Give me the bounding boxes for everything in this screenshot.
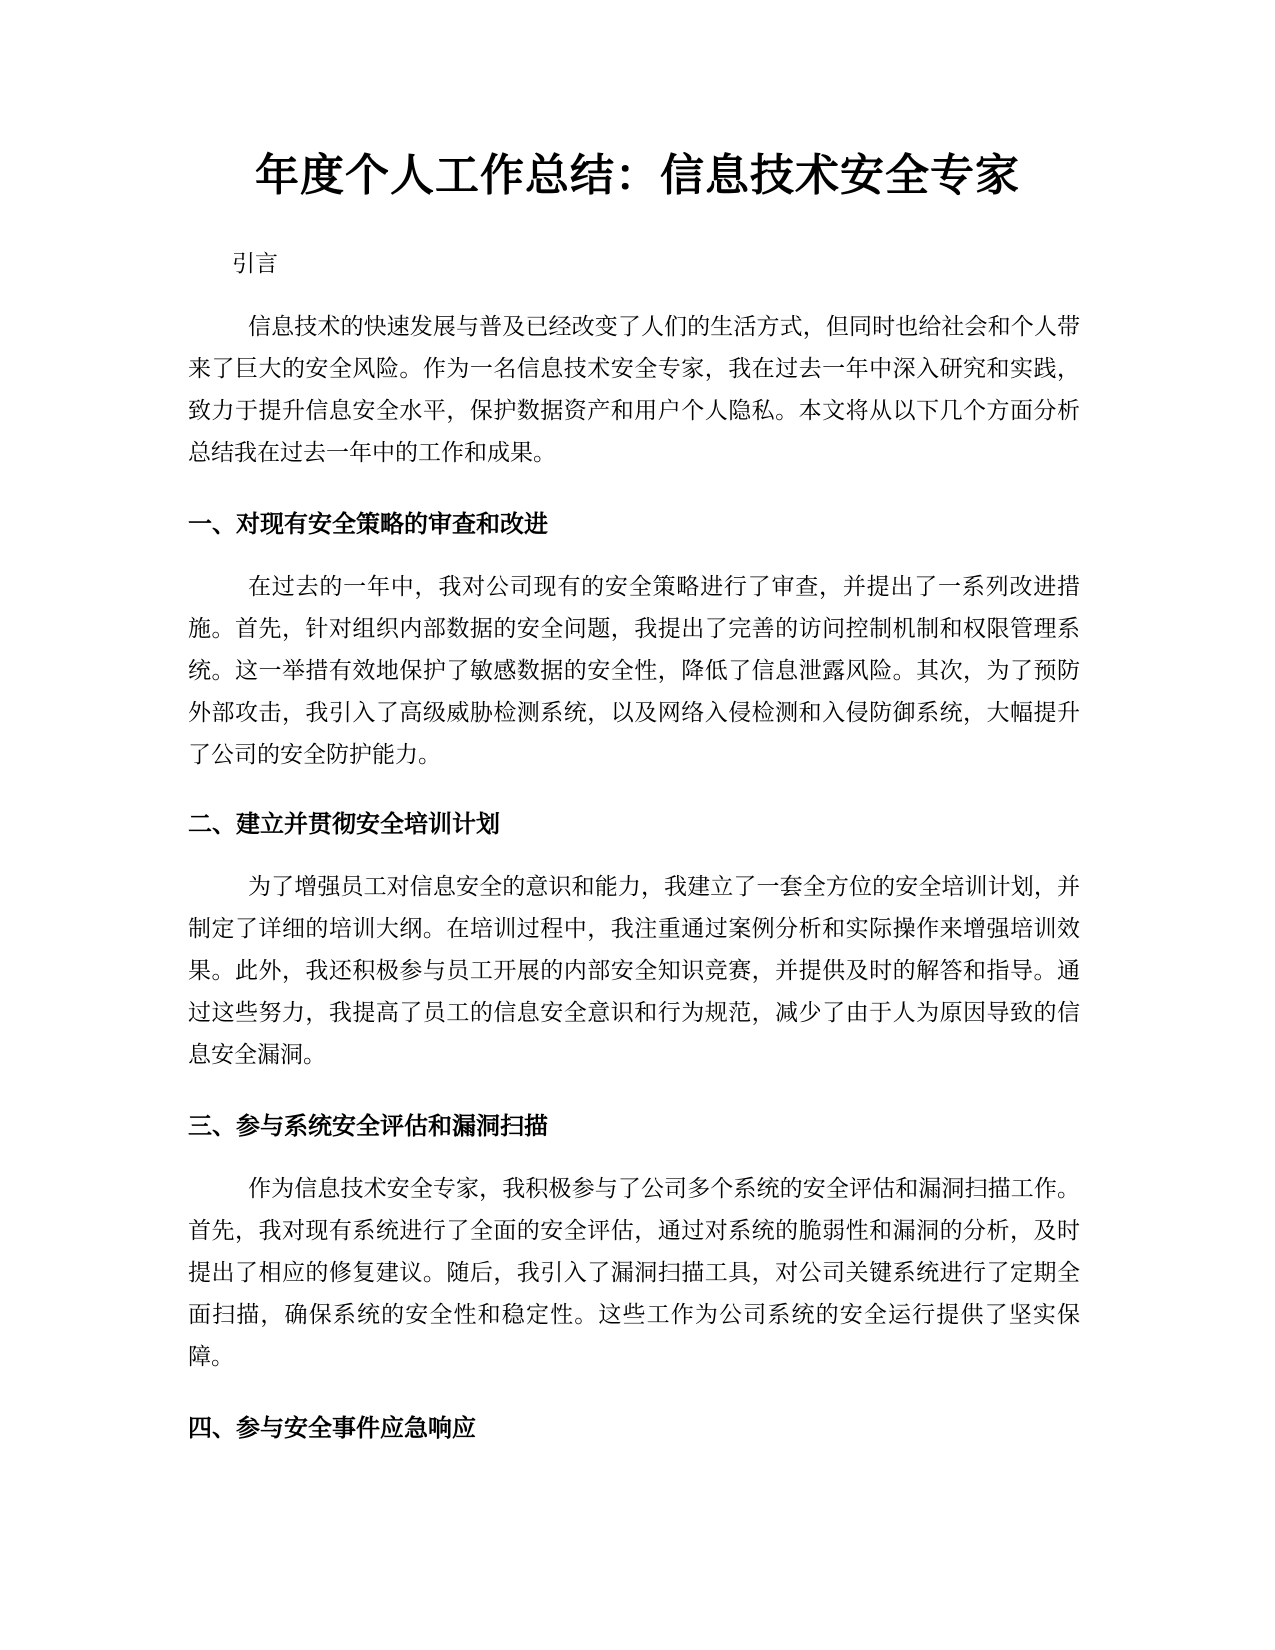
intro-paragraph: 信息技术的快速发展与普及已经改变了人们的生活方式，但同时也给社会和个人带来了巨大的安全风险。作为一名信息技术安全专家，我在过去一年中深入研究和实践，致力于提升信息安全水平，保护数据资产和用户个人隐私。本文将从以下几个方面分析总结我在过去一年中的工作和成果。 xyxy=(188,314,1080,466)
section-heading-4: 四、参与安全事件应急响应 xyxy=(188,1414,476,1442)
section-heading-2: 二、建立并贯彻安全培训计划 xyxy=(188,810,500,838)
intro-label: 引言 xyxy=(232,251,278,277)
section-paragraph-3: 作为信息技术安全专家，我积极参与了公司多个系统的安全评估和漏洞扫描工作。首先，我对现有系统进行了全面的安全评估，通过对系统的脆弱性和漏洞的分析，及时提出了相应的修复建议。随后，我引入了漏洞扫描工具，对公司关键系统进行了定期全面扫描，确保系统的安全性和稳定性。这些工作为公司系统的安全运行提供了坚实保障。 xyxy=(188,1176,1080,1370)
document-title: 年度个人工作总结：信息技术安全专家 xyxy=(255,150,1020,201)
section-heading-3: 三、参与系统安全评估和漏洞扫描 xyxy=(188,1112,548,1140)
section-paragraph-2: 为了增强员工对信息安全的意识和能力，我建立了一套全方位的安全培训计划，并制定了详细的培训大纲。在培训过程中，我注重通过案例分析和实际操作来增强培训效果。此外，我还积极参与员工开展的内部安全知识竞赛，并提供及时的解答和指导。通过这些努力，我提高了员工的信息安全意识和行为规范，减少了由于人为原因导致的信息安全漏洞。 xyxy=(188,874,1080,1068)
section-paragraph-1: 在过去的一年中，我对公司现有的安全策略进行了审查，并提出了一系列改进措施。首先，针对组织内部数据的安全问题，我提出了完善的访问控制机制和权限管理系统。这一举措有效地保护了敏感数据的安全性，降低了信息泄露风险。其次，为了预防外部攻击，我引入了高级威胁检测系统，以及网络入侵检测和入侵防御系统，大幅提升了公司的安全防护能力。 xyxy=(188,574,1080,768)
section-heading-1: 一、对现有安全策略的审查和改进 xyxy=(188,510,548,538)
